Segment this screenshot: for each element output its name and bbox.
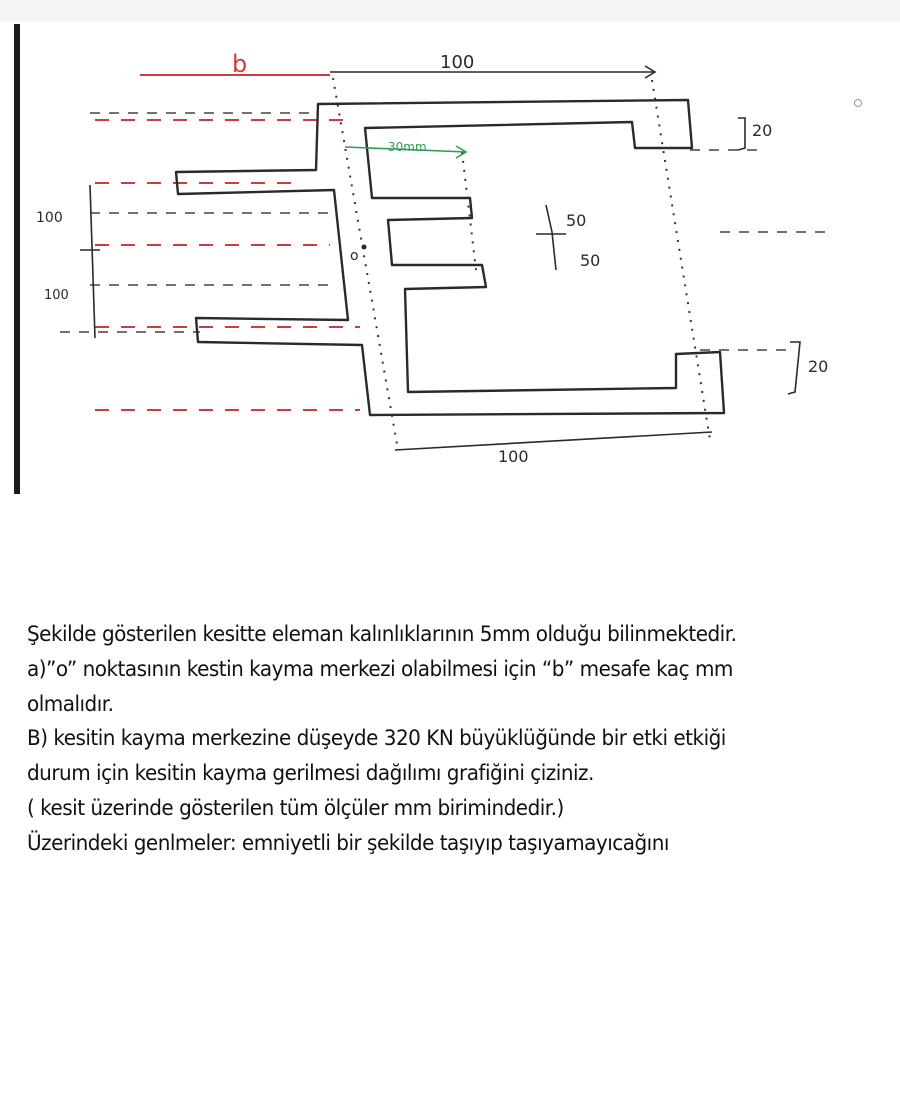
label-top-flange: 20 (752, 121, 773, 140)
stray-mark (855, 100, 862, 107)
label-upper-mid: 50 (566, 211, 587, 230)
dim-bottom-width (395, 432, 712, 450)
point-o-marker (362, 245, 367, 250)
question-line-3: olmalıdır. (27, 691, 114, 717)
label-bottom-width: 100 (498, 447, 529, 466)
bracket-top-flange (738, 118, 745, 150)
dotted-web-right (652, 80, 710, 440)
dim-left-vertical (90, 185, 95, 338)
question-line-7: Üzerindeki genlmeler: emniyetli bir şekilde taşıyıp taşıyamayıcağını (27, 830, 669, 856)
label-b: b (232, 50, 248, 78)
label-left-lower: 100 (44, 288, 69, 303)
label-lower-mid: 50 (580, 251, 601, 270)
bracket-mid (546, 205, 556, 270)
question-line-5: durum için kesitin kayma gerilmesi dağılımı grafiğini çiziniz. (27, 761, 594, 787)
question-line-4: B) kesitin kayma merkezine düşeyde 320 KN büyüklüğünde bir etki etkiği (27, 726, 726, 752)
label-bottom-flange: 20 (808, 357, 829, 376)
dotted-centre-lines (333, 78, 710, 450)
black-dashed-lines (60, 113, 830, 350)
red-dashed-lines (95, 75, 360, 410)
label-web-offset: 30mm (388, 140, 427, 154)
section-contour (176, 100, 724, 415)
bracket-bot-flange (788, 342, 800, 394)
section-outline (176, 100, 724, 415)
label-top-width: 100 (440, 52, 475, 73)
question-line-1: Şekilde gösterilen kesitte eleman kalınlıklarının 5mm olduğu bilinmektedir. (27, 622, 737, 647)
question-text (27, 618, 827, 862)
question-line-2: a)”o” noktasının kestin kayma merkezi olabilmesi için “b” mesafe kaç mm (27, 656, 733, 682)
label-left-upper: 100 (36, 210, 63, 226)
dotted-web-inner (462, 152, 476, 270)
question-line-6: ( kesit üzerinde gösterilen tüm ölçüler mm birimindedir.) (27, 795, 564, 821)
label-point-o: o (350, 248, 359, 264)
cross-section-drawing (0, 0, 900, 540)
